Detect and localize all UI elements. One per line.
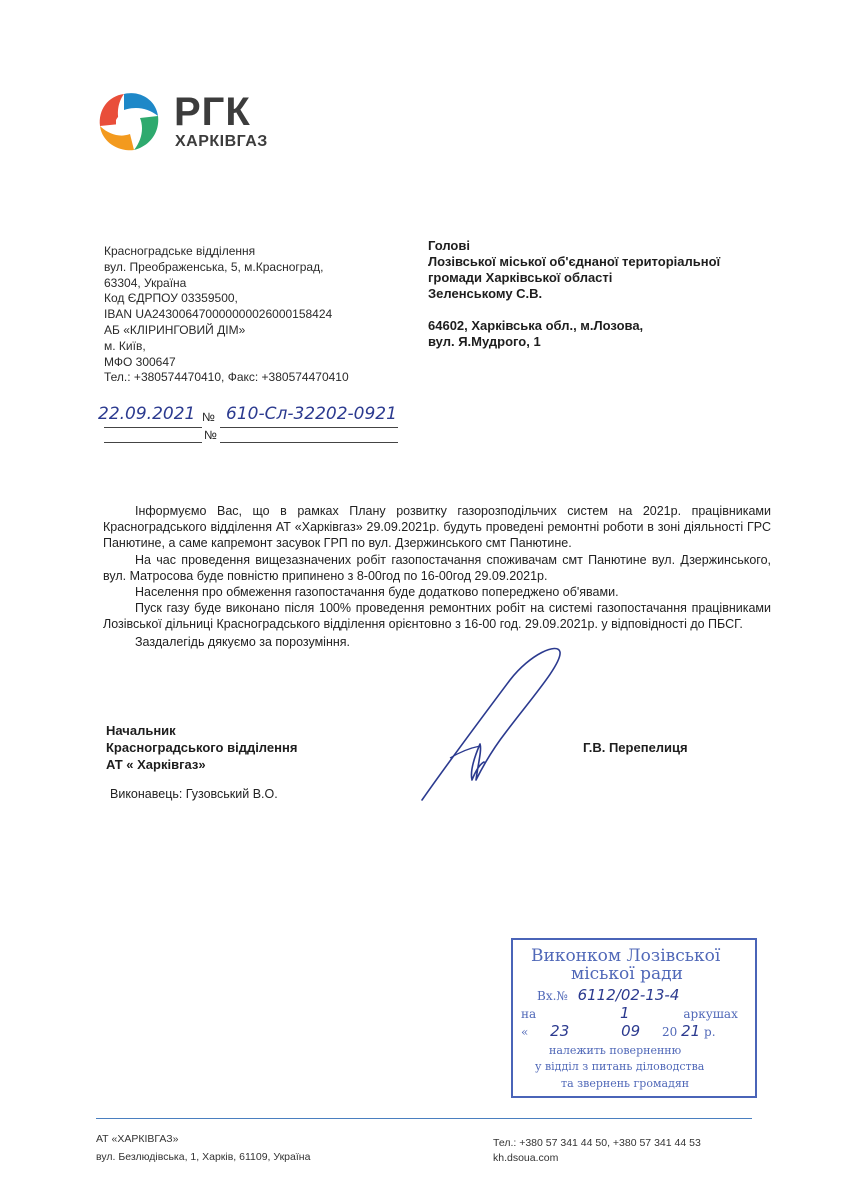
stamp-sheets	[521, 1004, 738, 1022]
recipient-address-line: вул. Я.Мудрого, 1	[428, 334, 541, 349]
handwritten-signature	[410, 640, 570, 810]
sender-line: АБ «КЛІРИНГОВИЙ ДІМ»	[104, 322, 246, 337]
logo-subtitle: ХАРКІВГАЗ	[175, 133, 268, 150]
reference-no-label: №	[202, 410, 215, 424]
stamp-vh-number: 6112/02-13-4	[577, 986, 680, 1004]
reply-number-underline	[220, 442, 398, 443]
recipient-line: громади Харківської області	[428, 270, 613, 285]
footer-site[interactable]: kh.dsoua.com	[493, 1152, 559, 1164]
reference-number: 610-Сл-32202-0921	[226, 404, 397, 424]
stamp-date-label: «	[521, 1025, 529, 1039]
stamp-line: у відділ з питань діловодства	[535, 1060, 705, 1073]
sender-line: Красноградське відділення	[104, 244, 256, 258]
recipient-line: Лозівської міської об'єднаної територіальної	[428, 254, 721, 269]
footer-divider	[96, 1118, 752, 1119]
sender-line: Тел.: +380574470410, Факс: +380574470410	[104, 370, 349, 385]
reply-date-underline	[104, 442, 202, 443]
recipient-address-line: 64602, Харківська обл., м.Лозова,	[428, 318, 644, 333]
recipient-block	[428, 238, 720, 350]
stamp-incoming-number	[537, 986, 679, 1004]
stamp-vh-label: Вх.№	[537, 989, 568, 1003]
body-paragraph: Пуск газу буде виконано після 100% проведення ремонтних робіт на системі газопостачання працівниками Лозівської дільниці Красноградського відділення орієнтовно з 16-00 год. 29.09.2021р. у відповідності до ПБСГ.	[103, 601, 771, 632]
stamp-day: 23	[550, 1022, 570, 1040]
stamp-line: міської ради	[571, 964, 683, 984]
logo-title: РГК	[174, 90, 251, 134]
date-underline	[104, 427, 202, 428]
stamp-date	[521, 1022, 716, 1040]
sender-line: 63304, Україна	[104, 275, 187, 290]
sender-line: IBAN UA243006470000000026000158424	[104, 307, 333, 322]
signer-position	[106, 722, 297, 773]
footer-company: АТ «ХАРКІВГАЗ»	[96, 1133, 179, 1145]
reference-line	[96, 404, 436, 444]
stamp-month: 09	[621, 1022, 641, 1040]
body-paragraph: Заздалегідь дякуємо за порозуміння.	[135, 634, 351, 649]
signer-position-line: Начальник	[106, 723, 176, 738]
stamp-year-suffix: р.	[704, 1025, 716, 1039]
number-underline	[220, 427, 398, 428]
letter-body	[103, 503, 771, 650]
sender-block	[104, 244, 349, 386]
sender-line: вул. Преображенська, 5, м.Красноград,	[104, 259, 324, 274]
body-paragraph: Населення про обмеження газопостачання буде додатково попереджено об'явами.	[135, 585, 619, 600]
signer-position-line: Красноградського відділення	[106, 740, 298, 755]
registration-stamp	[511, 938, 757, 1098]
stamp-line: та звернень громадян	[561, 1077, 690, 1090]
sender-line: м. Київ,	[104, 338, 146, 353]
sender-line: МФО 300647	[104, 354, 176, 369]
stamp-sheets-count: 1	[619, 1004, 630, 1022]
stamp-na-label: на	[521, 1007, 537, 1021]
recipient-line: Зеленському С.В.	[428, 286, 543, 301]
body-paragraph: На час проведення вищезазначених робіт газопостачання споживачам смт Панютине вул. Дзержинського, вул. Матросова буде повністю припинено з 8-00год по 16-00год 29.09.2021р.	[103, 552, 771, 583]
stamp-line: Виконком Лозівської	[531, 946, 721, 966]
stamp-year: 21	[681, 1022, 701, 1040]
signer-name: Г.В. Перепелиця	[583, 740, 688, 755]
sender-line: Код ЄДРПОУ 03359500,	[104, 291, 238, 306]
stamp-line: належить поверненню	[549, 1044, 682, 1057]
reply-no-label: №	[204, 428, 217, 442]
signer-position-line: АТ « Харківгаз»	[106, 757, 206, 772]
reference-date: 22.09.2021	[98, 404, 196, 424]
footer-address: вул. Безлюдівська, 1, Харків, 61109, Україна	[96, 1151, 311, 1163]
footer-phone: Тел.: +380 57 341 44 50, +380 57 341 44 53	[493, 1137, 701, 1149]
body-paragraph: Інформуємо Вас, що в рамках Плану розвитку газорозподільчих систем на 2021р. працівниками Красноградського відділення АТ «Харківгаз» 29.09.2021р. будуть проведені ремонтні роботи в зоні діяльності ГРС Панютине, а саме капремонт засувок ГРП по вул. Дзержинського смт Панютине.	[103, 504, 771, 551]
stamp-year-prefix: 20	[662, 1025, 678, 1039]
logo-mark-icon	[100, 93, 159, 150]
footer-right	[493, 1136, 701, 1166]
stamp-sheets-label: аркушах	[683, 1007, 738, 1021]
recipient-line: Голові	[428, 238, 470, 253]
footer-left	[96, 1130, 310, 1166]
executor: Виконавець: Гузовський В.О.	[110, 787, 278, 801]
